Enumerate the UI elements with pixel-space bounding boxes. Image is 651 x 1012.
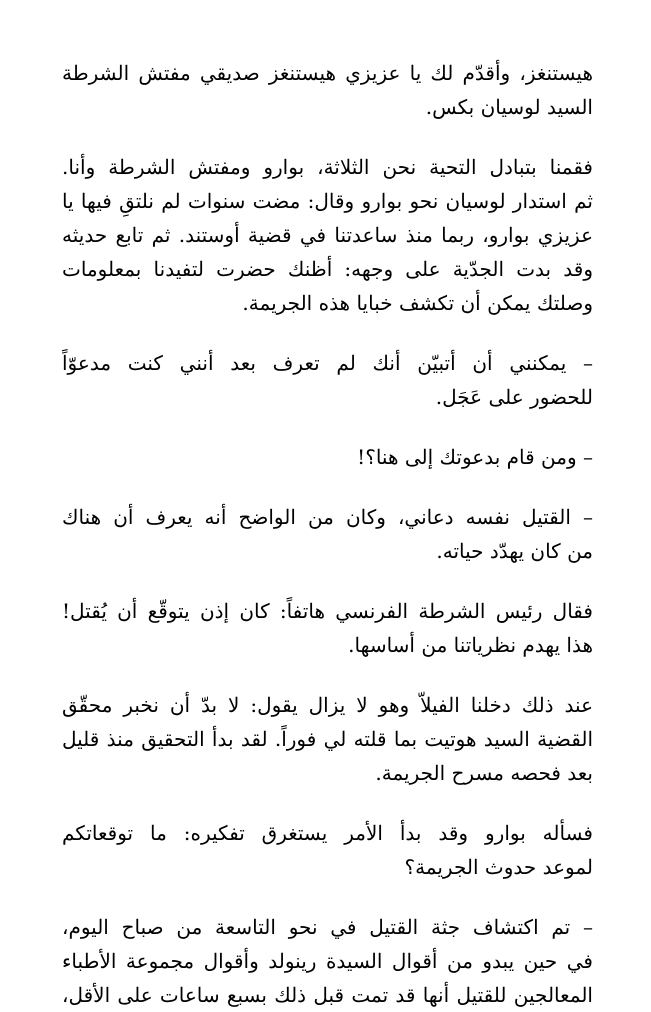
text-line: هيستنغز، وأقدّم لك يا عزيزي هيستنغز صديقي مفتش الشرطة xyxy=(62,61,593,85)
text-line: لموعد حدوث الجريمة؟ xyxy=(404,855,593,879)
text-line: فقمنا بتبادل التحية نحن الثلاثة، بوارو ومفتش الشرطة وأنا. xyxy=(62,155,593,179)
paragraph xyxy=(62,500,593,568)
text-line: السيد لوسيان بكس. xyxy=(425,95,593,119)
text-line: في حين يبدو من أقوال السيدة رينولد وأقوال مجموعة الأطباء xyxy=(62,949,593,973)
text-line: وقد بدت الجدّية على وجهه: أظنك حضرت لتفيدنا بمعلومات xyxy=(62,257,593,281)
text-line: – القتيل نفسه دعاني، وكان من الواضح أنه يعرف أن هناك xyxy=(62,505,593,529)
text-line: – ومن قام بدعوتك إلى هنا؟! xyxy=(357,445,593,469)
text-line: عزيزي بوارو، ربما منذ ساعدتنا في قضية أوستند. ثم تابع حديثه xyxy=(62,223,593,247)
paragraph xyxy=(62,688,593,790)
text-line: القضية السيد هوتيت بما قلته لي فوراً. لقد بدأ التحقيق منذ قليل xyxy=(62,727,593,751)
text-line: عند ذلك دخلنا الفيلاّ وهو لا يزال يقول: لا بدّ أن نخبر محقّق xyxy=(62,693,593,717)
text-line: المعالجين للقتيل أنها قد تمت قبل ذلك بسبع ساعات على الأقل، xyxy=(62,983,593,1007)
text-line: بعد فحصه مسرح الجريمة. xyxy=(375,761,593,785)
text-line: للحضور على عَجَل. xyxy=(435,385,593,409)
text-line: فقال رئيس الشرطة الفرنسي هاتفاً: كان إذن يتوقّع أن يُقتل! xyxy=(62,599,593,623)
text-line: ثم استدار لوسيان نحو بوارو وقال: مضت سنوات لم نلتقِ فيها يا xyxy=(62,189,593,213)
paragraph xyxy=(62,594,593,662)
text-line: وصلتك يمكن أن تكشف خبايا هذه الجريمة. xyxy=(242,291,593,315)
paragraph xyxy=(62,150,593,320)
paragraph xyxy=(62,910,593,1012)
text-line: فسأله بوارو وقد بدأ الأمر يستغرق تفكيره: ما توقعاتكم xyxy=(62,821,593,845)
paragraph xyxy=(62,346,593,414)
text-line: – تم اكتشاف جثة القتيل في نحو التاسعة من صباح اليوم، xyxy=(62,915,593,939)
text-line: هذا يهدم نظرياتنا من أساسها. xyxy=(348,633,593,657)
paragraph xyxy=(62,816,593,884)
text-line: من كان يهدّد حياته. xyxy=(436,539,593,563)
text-line: – يمكنني أن أتبيّن أنك لم تعرف بعد أنني كنت مدعوّاً xyxy=(62,351,593,375)
paragraph xyxy=(62,56,593,124)
paragraph xyxy=(62,440,593,474)
